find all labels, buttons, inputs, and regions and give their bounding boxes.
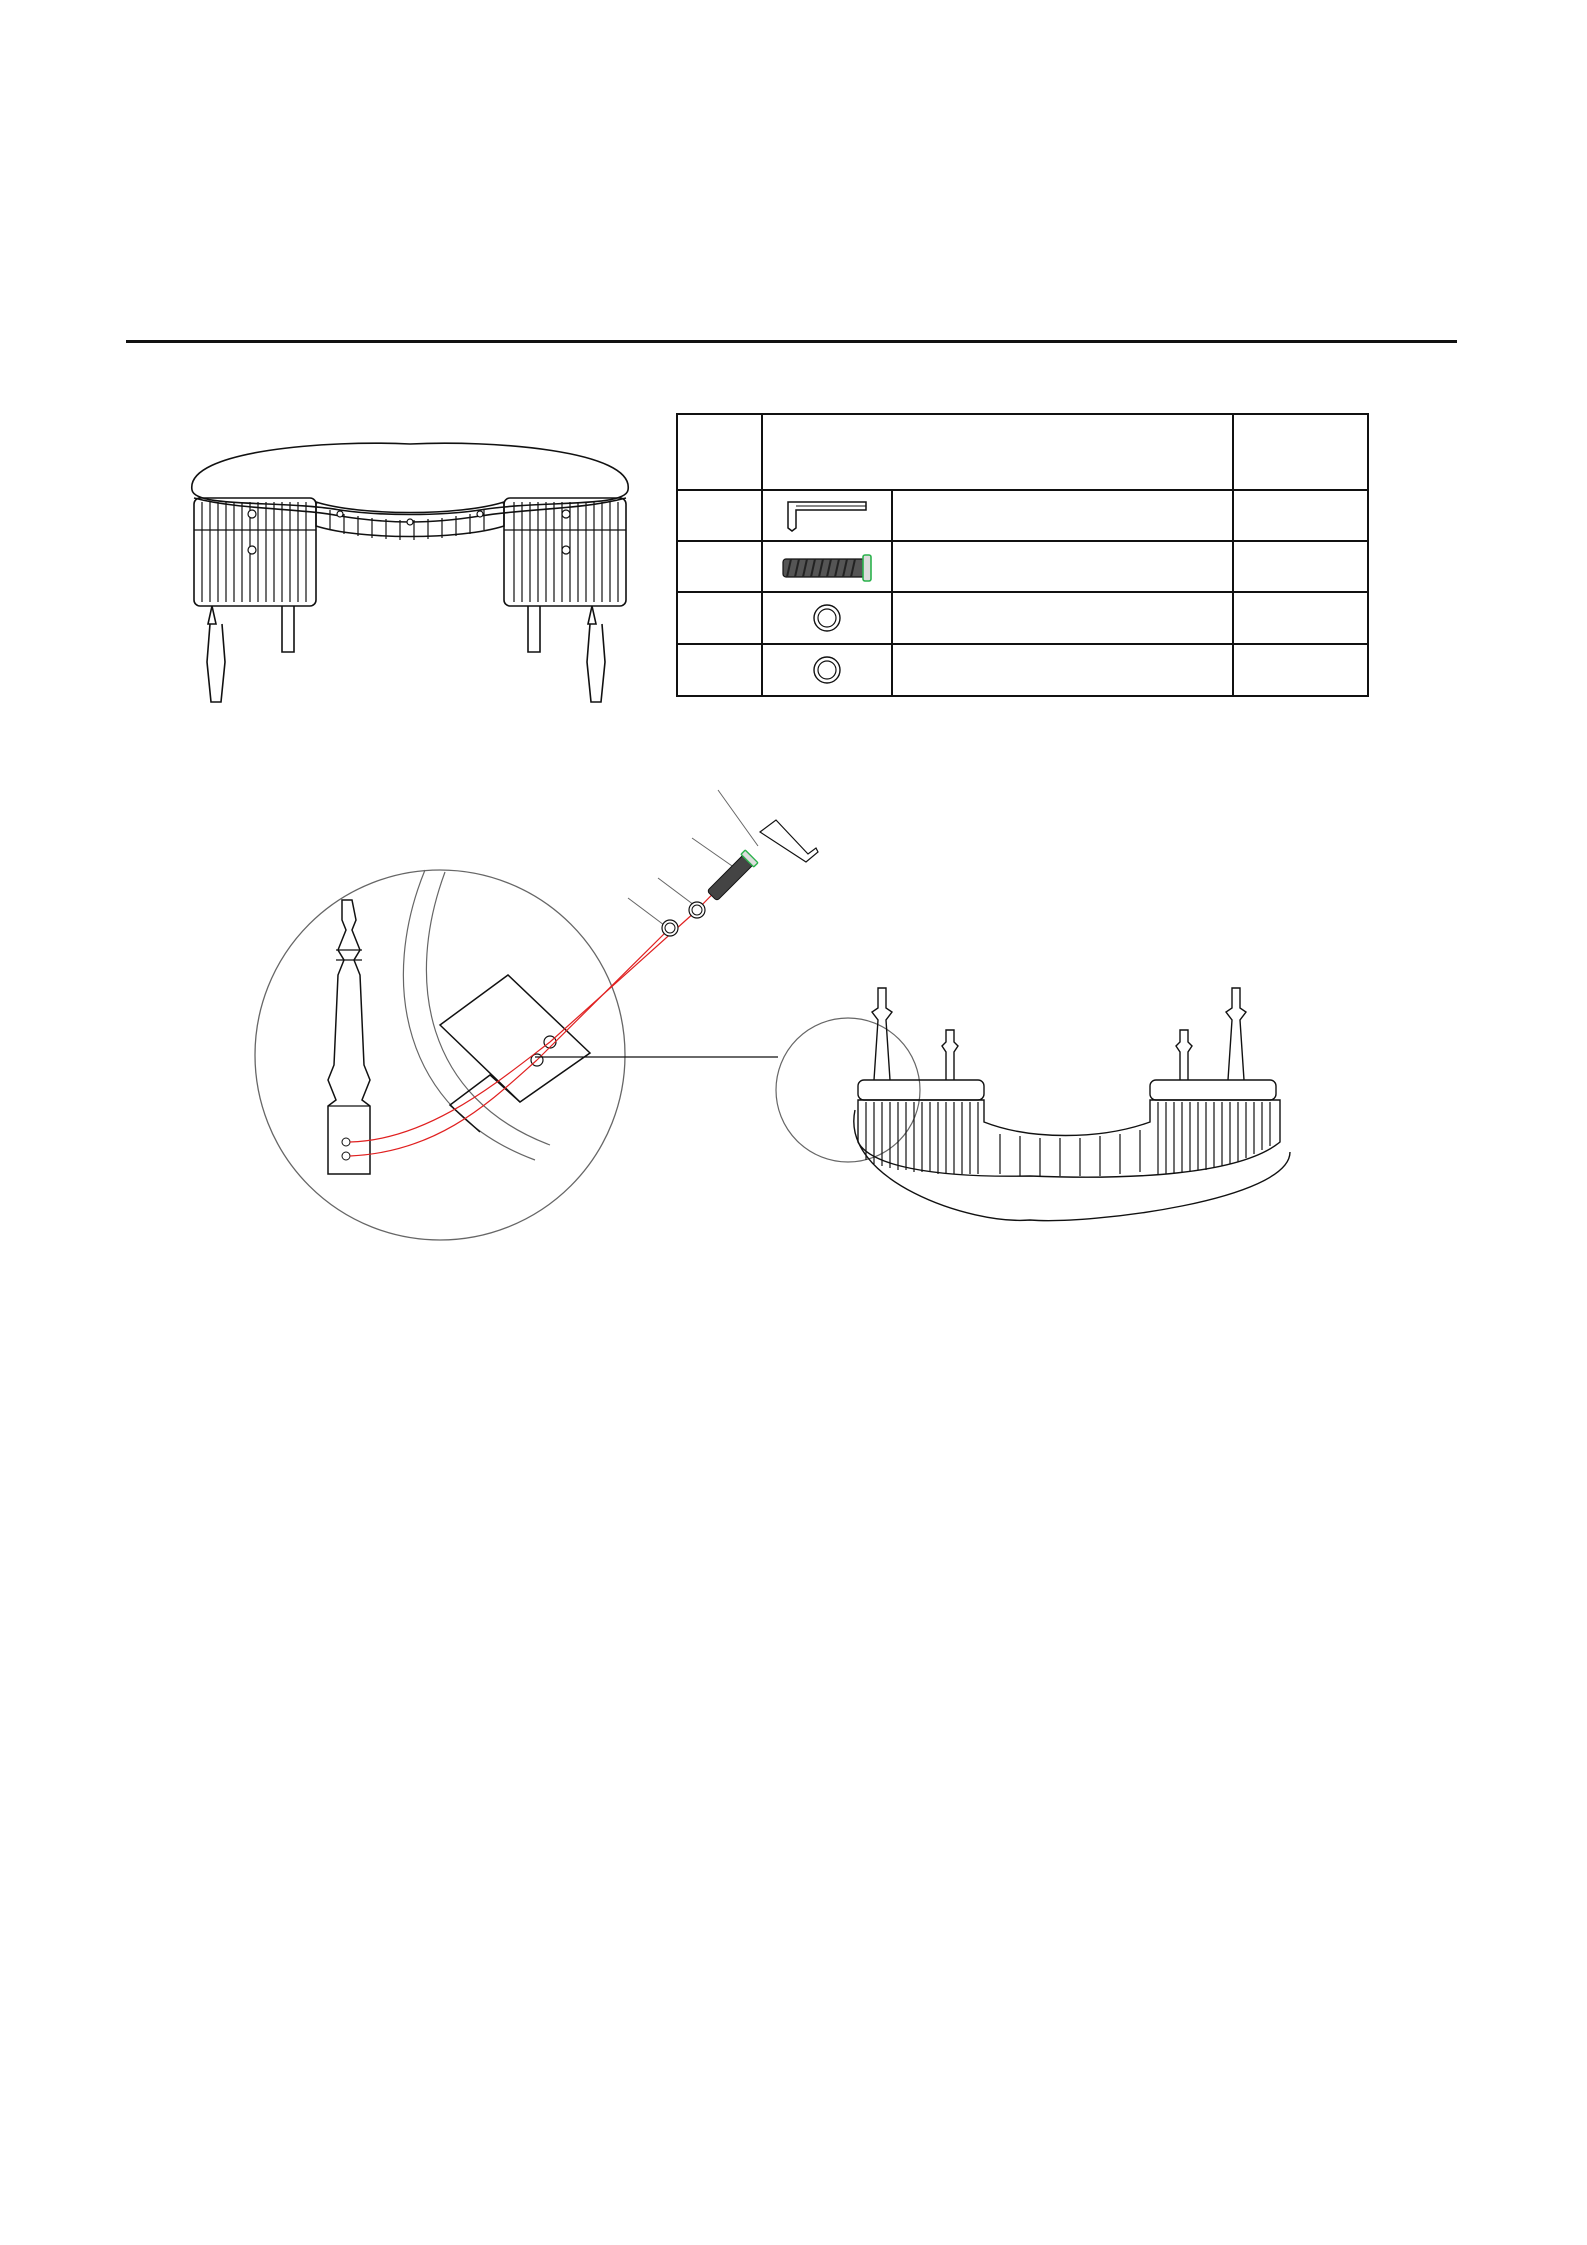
part-qty — [1233, 644, 1368, 696]
washer-icon — [809, 600, 845, 636]
part-qty — [1233, 592, 1368, 644]
part-no — [677, 541, 762, 592]
part-description — [892, 490, 1233, 541]
part-qty — [1233, 490, 1368, 541]
table-row — [677, 644, 1368, 696]
table-row — [677, 541, 1368, 592]
header-rule — [126, 340, 1457, 343]
part-image — [762, 592, 892, 644]
part-image — [762, 490, 892, 541]
part-description — [892, 644, 1233, 696]
part-no — [677, 490, 762, 541]
kidney-desk-icon — [180, 430, 640, 710]
leg-assembly-diagram-icon — [230, 780, 1350, 1260]
header-qty — [1233, 414, 1368, 490]
part-description — [892, 592, 1233, 644]
header-no — [677, 414, 762, 490]
allen-key-icon — [782, 498, 872, 534]
part-no — [677, 592, 762, 644]
part-image — [762, 541, 892, 592]
part-no — [677, 644, 762, 696]
header-description — [762, 414, 1233, 490]
part-qty — [1233, 541, 1368, 592]
part-description — [892, 541, 1233, 592]
parts-table — [676, 413, 1369, 697]
table-row — [677, 490, 1368, 541]
bolt-icon — [777, 549, 877, 585]
parts-table-header — [677, 414, 1368, 490]
part-image — [762, 644, 892, 696]
washer-icon — [809, 652, 845, 688]
table-row — [677, 592, 1368, 644]
